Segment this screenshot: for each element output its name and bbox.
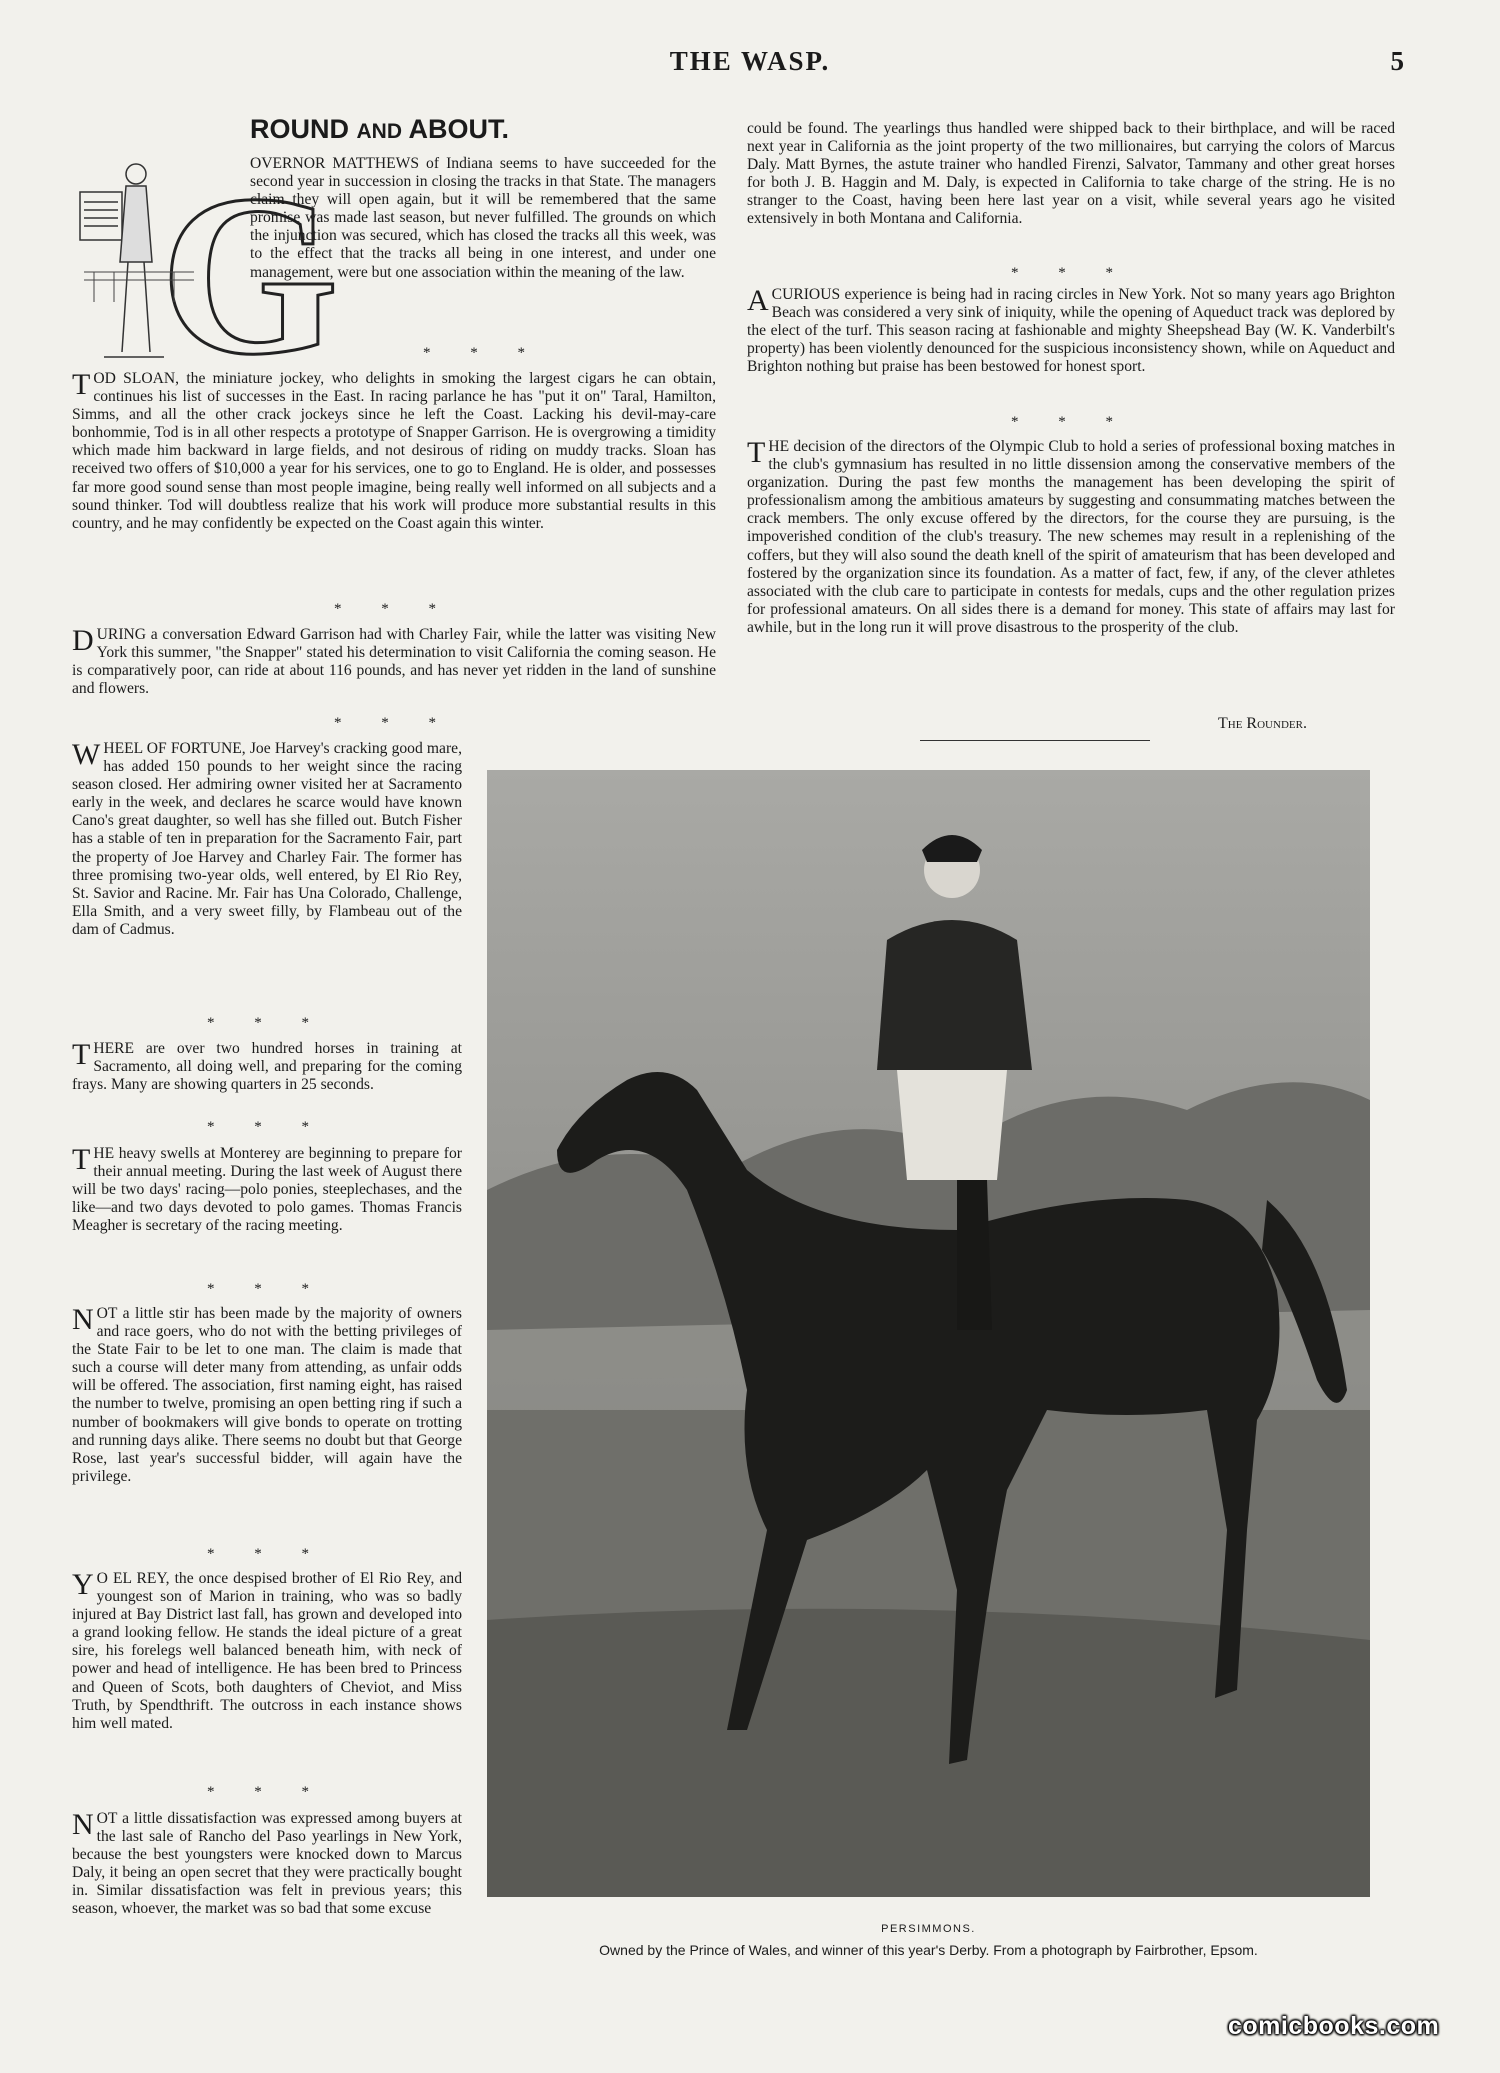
section-separator: * * * [334,715,454,731]
drop-cap: N [72,1808,94,1841]
drop-cap: A [747,284,769,317]
page-number: 5 [1390,46,1404,76]
drop-cap: Y [72,1568,94,1601]
drop-cap: D [72,624,94,657]
paragraph-garrison: DURING a conversation Edward Garrison had with Charley Fair, while the latter was visiting New York this summer, "the Snapper" stated his determination to visit California the coming season. He is comparatively poor, can ride at about 116 pounds, and has never yet ridden in the land of sunshine and flowers. [72,624,716,698]
paragraph-olympic-club: THE decision of the directors of the Olympic Club to hold a series of professional boxing matches in the club's gymnasium has resulted in no little dissension among the conservative members of the organization. During the past few months the management has been developing the spirit of professionalism among the ambitious amateurs by suggesting and consummating matches between the crack members. The only excuse offered by the directors, for the course they are pursuing, is the impoverished condition of the club's treasury. The new schemes may result in a replenishing of the coffers, but they will also sound the death knell of the spirit of amateurism that has been developed and fostered by the organization since its foundation. As a matter of fact, few, if any, of the clever athletes associated with the club care to participate in contests for medals, cups and the other regulation prizes for professional amateurs. On all sides there is a demand for money. This state of affairs may last for awhile, but in the long run it will prove disastrous to the prosperity of the club. [747,436,1395,636]
drop-cap: T [72,368,91,401]
article-heading [250,114,509,145]
section-separator: * * * [1011,265,1131,281]
section-separator: * * * [1011,414,1131,430]
drop-cap: W [72,738,101,771]
article-end-rule [920,740,1150,741]
paragraph-curious-experience: ACURIOUS experience is being had in racing circles in New York. Not so many years ago Brighton Beach was considered a very sink of iniquity, while the opening of Aqueduct track was deplored by the elect of the turf. This season racing at fashionable and mighty Sheepshead Bay (W. K. Vanderbilt's property) has been violently denounced for the suspicious inconsistency shown, while on Aqueduct and Brighton nothing but praise has been bestowed for honest sport. [747,284,1395,376]
drop-cap: T [747,436,766,469]
drop-cap: T [72,1143,91,1176]
heading-word-and: AND [356,120,403,143]
running-title: THE WASP. [669,46,831,76]
section-separator: * * * [207,1784,327,1800]
paragraph-sacramento-horses: THERE are over two hundred horses in training at Sacramento, all doing well, and preparing for the coming frays. Many are showing quarters in 25 seconds. [72,1038,462,1094]
paragraph-monterey: THE heavy swells at Monterey are beginning to prepare for their annual meeting. During the last week of August there will be two days' racing—polo ponies, steeplechases, and the like—and two days devoted to polo games. Thomas Francis Meagher is secretary of the racing meeting. [72,1143,462,1235]
paragraph-state-fair-betting: NOT a little stir has been made by the majority of owners and race goers, who do not with the betting privileges of the State Fair to be let to one man. The claim is made that such a course will deter many from attending, as unfair odds will be offered. The association, first naming eight, has raised the number to twelve, promising an open betting ring if such a number of bookmakers will give bonds to operate on trotting and running days alike. There seems no doubt but that George Rose, last year's successful bidder, will again have the privilege. [72,1303,462,1485]
author-signature: The Rounder. [1218,715,1307,732]
paragraph-wheel-of-fortune: WHEEL OF FORTUNE, Joe Harvey's cracking good mare, has added 150 pounds to her weight since the racing season closed. Her admiring owner visited her at Sacramento early in the week, and declares he scarce would have known Cano's great daughter, so well has she filled out. Butch Fisher has a stable of ten in preparation for the Sacramento Fair, part the property of Joe Harvey and Charley Fair. The former has three promising two-year olds, well entered, by El Rio Rey, St. Savior and Racine. Mr. Fair has Una Colorado, Challenge, Ella Smith, and a very sweet filly, by Flambeau out of the dam of Cadmus. [72,738,462,938]
section-separator: * * * [423,345,543,361]
section-separator: * * * [207,1119,327,1135]
section-separator: * * * [207,1015,327,1031]
section-separator: * * * [207,1546,327,1562]
paragraph-rancho-del-paso: NOT a little dissatisfaction was expressed among buyers at the last sale of Rancho del Paso yearlings in New York, because the best youngsters were knocked down to Marcus Daly, it being an open secret that they were practically bought in. Similar dissatisfaction was felt in previous years; this season, whoever, the market was so bad that some excuse [72,1808,462,1918]
heading-word-about: ABOUT. [408,114,510,144]
figure-caption: Owned by the Prince of Wales, and winner of this year's Derby. From a photograph by Fairbrother, Epsom. [599,1942,1258,1958]
photo-illustration [487,770,1370,1897]
paragraph-yearlings-continued: could be found. The yearlings thus handled were shipped back to their birthplace, and will be raced next year in California as the joint property of the two millionaires, but carrying the colors of Marcus Daly. Matt Byrnes, the astute trainer who handled Firenzi, Salvator, Tammany and other great horses for both J. B. Haggin and M. Daly, is expected in California to take charge of the string. He is no stranger to the Coast, having been here last year on a visit, while several years ago he visited extensively in both Montana and California. [747,120,1395,228]
decorated-initial-illustration [74,147,339,402]
figure-caption-title: PERSIMMONS. [881,1923,976,1935]
paragraph-yo-el-rey: Y O EL REY, the once despised brother of El Rio Rey, and youngest son of Marion in training, who was so badly injured at Bay District last fall, has grown and developed into a grand looking fellow. He stands the ideal picture of a great sire, his forelegs well balanced beneath him, with neck of power and head of intelligence. He has been bred to Princess and Queen of Scots, both daughters of Cheviot, and Miss Truth, by Spendthrift. The outcross in each instance shows him well mated. [72,1568,462,1732]
watermark-text: comicbooks.com [1228,2012,1440,2040]
initial-g-letter: G [160,147,339,402]
paragraph-tod-sloan: TOD SLOAN, the miniature jockey, who delights in smoking the largest cigars he can obtain, continues his list of successes in the East. In racing parlance he has "put it on" Taral, Hamilton, Simms, and all the other crack jockeys since he left the Coast. Lacking his devil-may-care bonhommie, Tod is in all other respects a prototype of Snapper Garrison. He is overgrowing a timidity which made him backward in large fields, and not desirous of riding on muddy tracks. Sloan has received two offers of $10,000 a year for his services, one to go to England. He is older, and possesses far more good sound sense than most people imagine, being really well informed on all subjects and a sound thinker. Tod will doubtless realize that his work will produce more substantial results in this country, and he may confidently be expected on the Coast again this winter. [72,368,716,532]
drop-cap: T [72,1038,91,1071]
paragraph-governor-matthews: OVERNOR MATTHEWS of Indiana seems to have succeeded for the second year in succession in closing the tracks in that State. The managers claim they will open again, but it will be remembered that the same promise was made last season, but never fulfilled. The grounds on which the injunction was secured, which has closed the tracks all this week, was to the effect that the tracks all being in one interest, and under one management, were but one association within the meaning of the law. [250,155,716,281]
drop-cap: N [72,1303,94,1336]
heading-word-round: ROUND [250,114,349,144]
section-separator: * * * [334,601,454,617]
persimmon-horse-photograph [487,770,1370,1897]
section-separator: * * * [207,1281,327,1297]
